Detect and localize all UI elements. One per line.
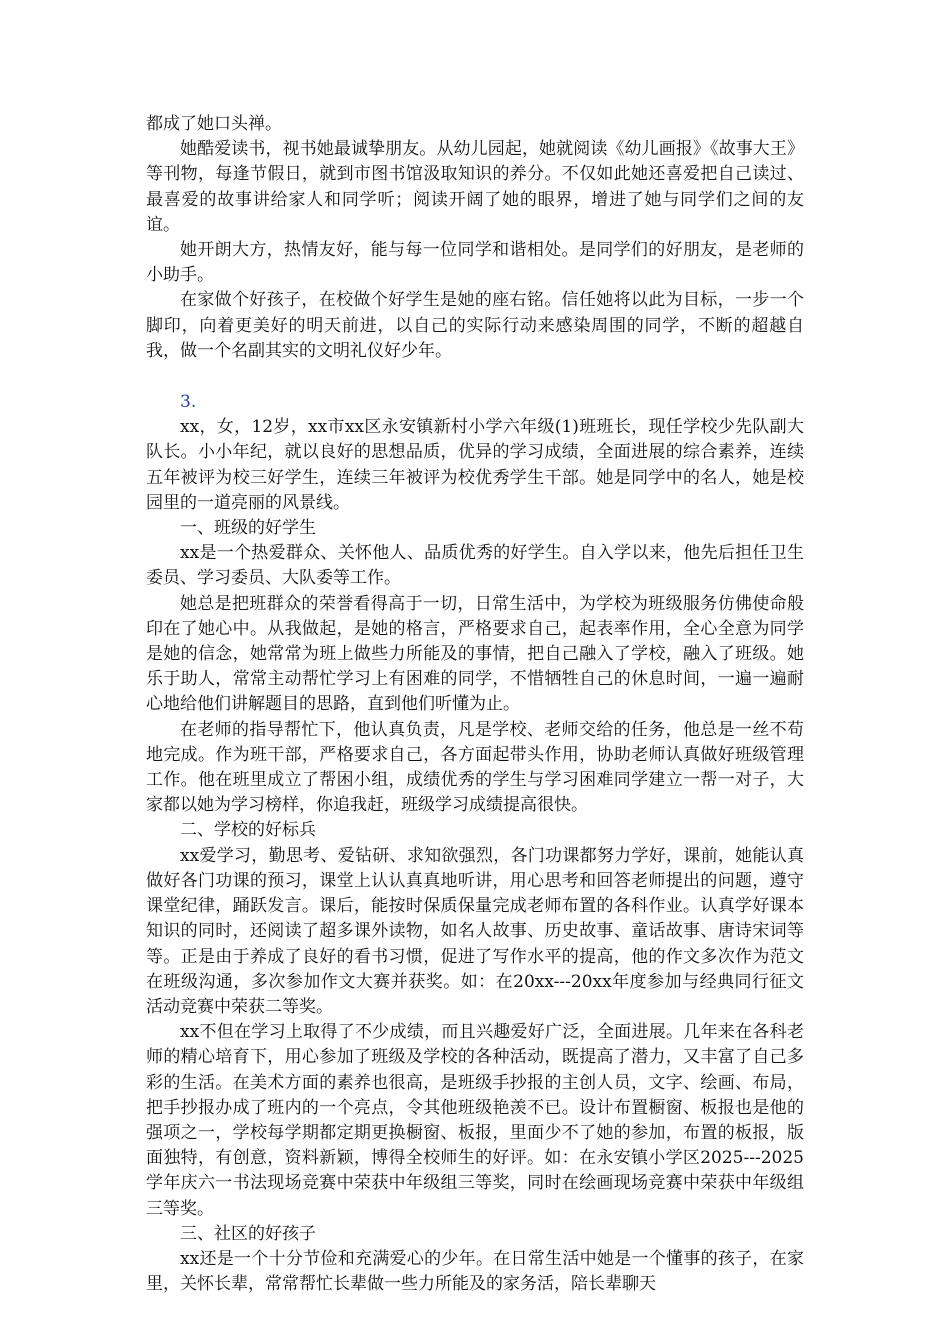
paragraph: xx不但在学习上取得了不少成绩，而且兴趣爱好广泛，全面进展。几年来在各科老师的精心培育下，用心参加了班级及学校的各种活动，既提高了潜力，又丰富了自己多彩的生活。在美术方面的素养也很高，是班级手抄报的主创人员，文字、绘画、布局，把手抄报办成了班内的一个亮点，令其他班级艳羡不已。设计布置橱窗、板报也是他的强项之一，学校每学期都定期更换橱窗、板报，里面少不了她的参加，布置的板报，版面独特，有创意，资料新颖，博得全校师生的好评。如：在永安镇小学区2025---2025学年庆六一书法现场竞赛中荣获中年级组三等奖，同时在绘画现场竞赛中荣获中年级组三等奖。: [146, 1022, 804, 1219]
paragraph: 在家做个好孩子，在校做个好学生是她的座右铭。信任她将以此为目标，一步一个脚印，向着更美好的明天前进，以自己的实际行动来感染周围的同学，不断的超越自我，做一个名副其实的文明礼仪好少年。: [146, 290, 804, 361]
section-heading: 二、学校的好标兵: [180, 820, 316, 841]
section-number: 3.: [180, 392, 197, 413]
paragraph: xx还是一个十分节俭和充满爱心的少年。在日常生活中她是一个懂事的孩子，在家里，关怀长辈，常常帮忙长辈做一些力所能及的家务活，陪长辈聊天: [146, 1248, 804, 1295]
document-body: [146, 112, 804, 1297]
paragraph: xx是一个热爱群众、关怀他人、品质优秀的好学生。自入学以来，他先后担任卫生委员、学习委员、大队委等工作。: [146, 543, 804, 589]
section-heading: 一、班级的好学生: [180, 518, 316, 539]
section-heading: 三、社区的好孩子: [180, 1223, 316, 1244]
paragraph: 都成了她口头禅。: [146, 114, 282, 134]
paragraph: xx爱学习，勤思考、爱钻研、求知欲强烈，各门功课都努力学好，课前，她能认真做好各门功课的预习，课堂上认认真真地听讲，用心思考和回答老师提出的问题，遵守课堂纪律，踊跃发言。课后，能按时保质保量完成老师布置的各科作业。认真学好课本知识的同时，还阅读了超多课外读物，如名人故事、历史故事、童话故事、唐诗宋词等等。正是由于养成了良好的看书习惯，促进了写作水平的提高，他的作文多次作为范文在班级沟通，多次参加作文大赛并获奖。如：在20xx---20xx年度参加与经典同行征文活动竞赛中荣获二等奖。: [146, 845, 804, 1017]
paragraph: 在老师的指导帮忙下，他认真负责，凡是学校、老师交给的任务，他总是一丝不苟地完成。作为班干部，严格要求自己，各方面起带头作用，协助老师认真做好班级管理工作。他在班里成立了帮困小组，成绩优秀的学生与学习困难同学建立一帮一对子，大家都以她为学习榜样，你追我赶，班级学习成绩提高很快。: [146, 719, 804, 816]
paragraph: xx，女，12岁，xx市xx区永安镇新村小学六年级(1)班班长，现任学校少先队副大队长。小小年纪，就以良好的思想品质，优异的学习成绩，全面进展的综合素养，连续五年被评为校三好学生，连续三年被评为校优秀学生干部。她是同学中的名人，她是校园里的一道亮丽的风景线。: [146, 417, 804, 513]
paragraph: 她开朗大方，热情友好，能与每一位同学和谐相处。是同学们的好朋友，是老师的小助手。: [146, 240, 804, 286]
spacer: [146, 364, 804, 390]
paragraph: 她总是把班群众的荣誉看得高于一切，日常生活中，为学校为班级服务仿佛使命般印在了她心中。从我做起，是她的格言，严格要求自己，起表率作用，全心全意为同学是她的信念，她常常为班上做些力所能及的事情，把自己融入了学校，融入了班级。她乐于助人，常常主动帮忙学习上有困难的同学，不惜牺牲自己的休息时间，一遍一遍耐心地给他们讲解题目的思路，直到他们听懂为止。: [146, 593, 804, 715]
paragraph: 她酷爱读书，视书她最诚挚朋友。从幼儿园起，她就阅读《幼儿画报》《故事大王》等刊物，每逢节假日，就到市图书馆汲取知识的养分。不仅如此她还喜爱把自己读过、最喜爱的故事讲给家人和同学听；阅读开阔了她的眼界，增进了她与同学们之间的友谊。: [146, 139, 804, 235]
